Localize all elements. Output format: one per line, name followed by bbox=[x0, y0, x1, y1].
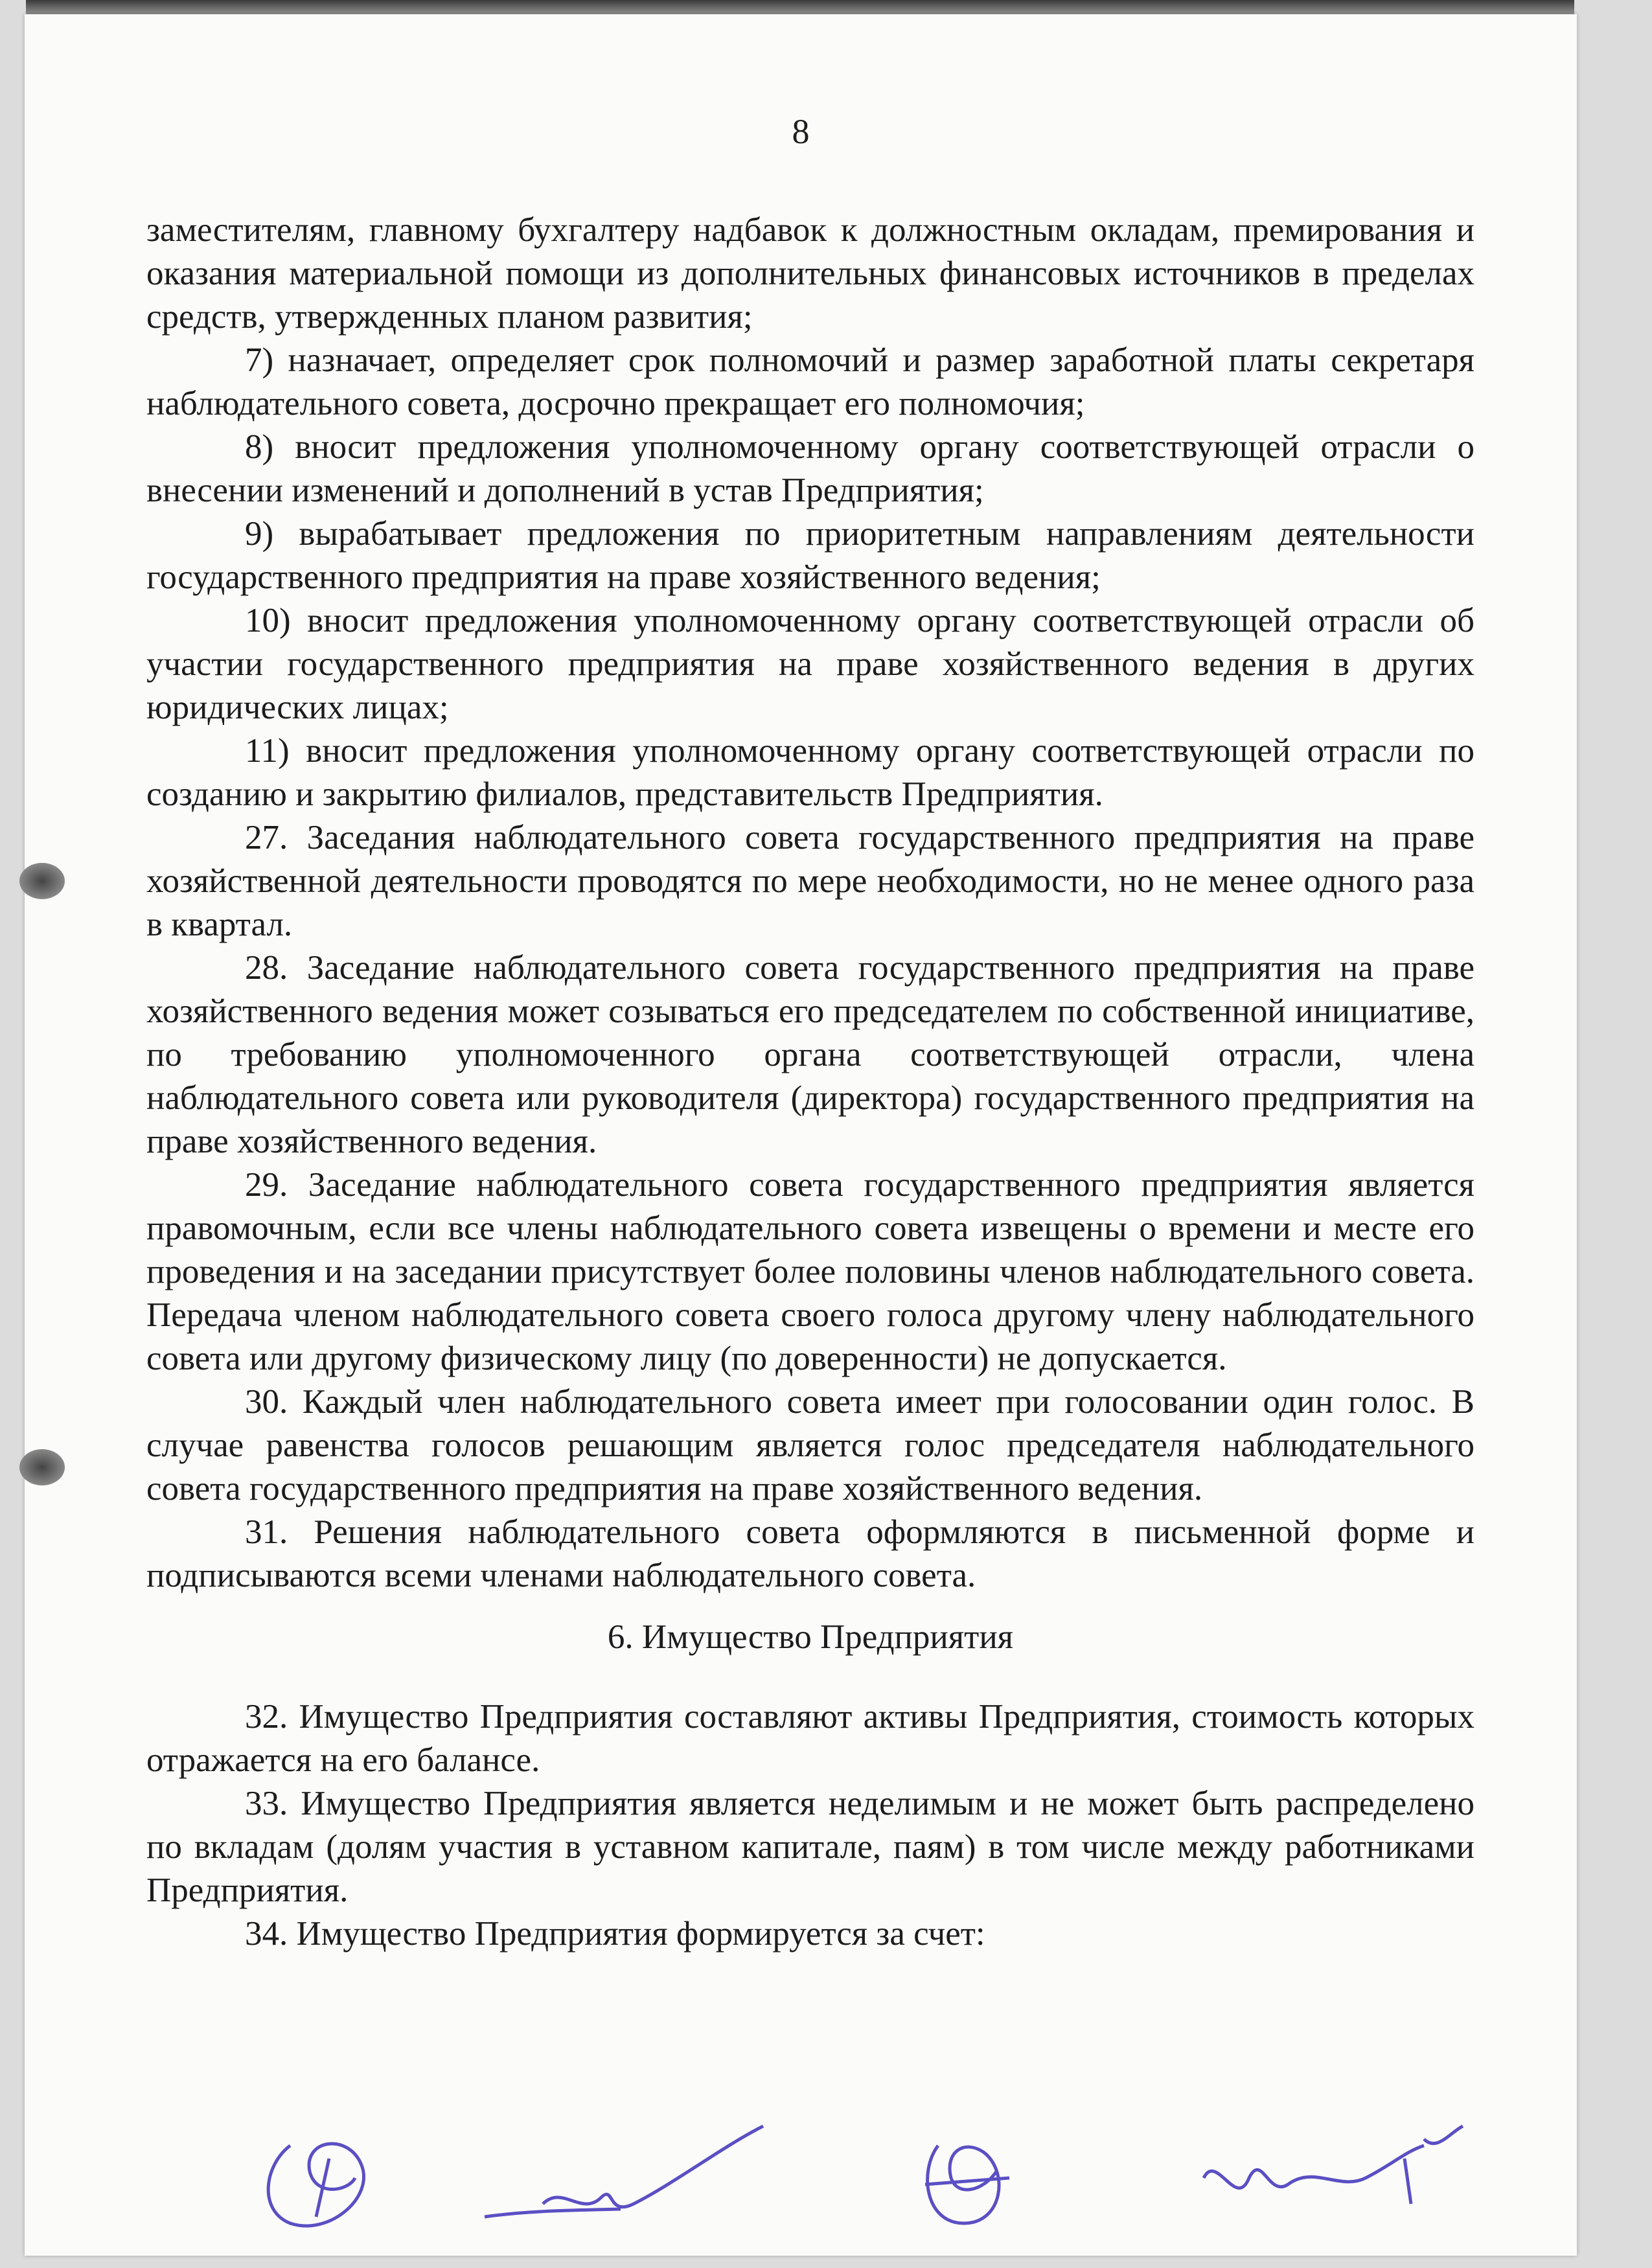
clause-33: 33. Имущество Предприятия является неделимым и не может быть распределено по вкладам (долям участия в уставном капитале, паям) в том числе между работниками Предприятия. bbox=[146, 1785, 1474, 1909]
paragraph-continuation: заместителям, главному бухгалтеру надбавок к должностным окладам, премирования и оказания материальной помощи из дополнительных финансовых источников в пределах средств, утвержденных планом развития; bbox=[146, 211, 1474, 336]
scanned-page-top-edge bbox=[26, 0, 1574, 16]
page-number: 8 bbox=[792, 112, 810, 151]
signature-4 bbox=[1191, 2113, 1476, 2236]
list-item-8: 8) вносит предложения уполномоченному органу соответствующей отрасли о внесении изменений и дополнений в устав Предприятия; bbox=[146, 428, 1474, 509]
binder-hole bbox=[19, 1449, 65, 1485]
clause-28: 28. Заседание наблюдательного совета государственного предприятия на праве хозяйственного ведения может созываться его председателем по собственной инициативе, по требованию уполномоченного органа соответствующей отрасли, члена наблюдательного совета или руководителя (директора) государственного предприятия на праве хозяйственного ведения. bbox=[146, 949, 1474, 1160]
list-item-9: 9) вырабатывает предложения по приоритетным направлениям деятельности государственного предприятия на праве хозяйственного ведения; bbox=[146, 515, 1474, 596]
clause-30: 30. Каждый член наблюдательного совета имеет при голосовании один голос. В случае равенства голосов решающим является голос председателя наблюдательного совета государственного предприятия на праве хозяйственного ведения. bbox=[146, 1383, 1474, 1507]
binder-hole bbox=[19, 863, 65, 899]
list-item-11: 11) вносит предложения уполномоченному органу соответствующей отрасли по созданию и закрытию филиалов, представительств Предприятия. bbox=[146, 732, 1474, 813]
clause-27: 27. Заседания наблюдательного совета государственного предприятия на праве хозяйственной деятельности проводятся по мере необходимости, но не менее одного раза в квартал. bbox=[146, 819, 1474, 943]
clause-31: 31. Решения наблюдательного совета оформляются в письменной форме и подписываются всеми членами наблюдательного совета. bbox=[146, 1513, 1474, 1594]
clause-29: 29. Заседание наблюдательного совета государственного предприятия является правомочным, если все члены наблюдательного совета извещены о времени и месте его проведения и на заседании присутствует более половины членов наблюдательного совета. Передача членом наблюдательного совета своего голоса другому члену наблюдательного совета или другому физическому лицу (по доверенности) не допускается. bbox=[146, 1166, 1474, 1377]
list-item-7: 7) назначает, определяет срок полномочий и размер заработной платы секретаря наблюдательного совета, досрочно прекращает его полномочия; bbox=[146, 341, 1474, 422]
document-page bbox=[25, 14, 1577, 2256]
signature-2 bbox=[478, 2120, 789, 2236]
clause-34: 34. Имущество Предприятия формируется за счет: bbox=[245, 1915, 985, 1953]
list-item-10: 10) вносит предложения уполномоченному органу соответствующей отрасли об участии государственного предприятия на праве хозяйственного ведения в других юридических лицах; bbox=[146, 602, 1474, 726]
signature-1 bbox=[251, 2120, 400, 2236]
signature-3 bbox=[899, 2113, 1029, 2236]
section-heading: 6. Имущество Предприятия bbox=[607, 1618, 1014, 1656]
document-body bbox=[146, 209, 1474, 1956]
clause-32: 32. Имущество Предприятия составляют активы Предприятия, стоимость которых отражается на его балансе. bbox=[146, 1698, 1474, 1779]
